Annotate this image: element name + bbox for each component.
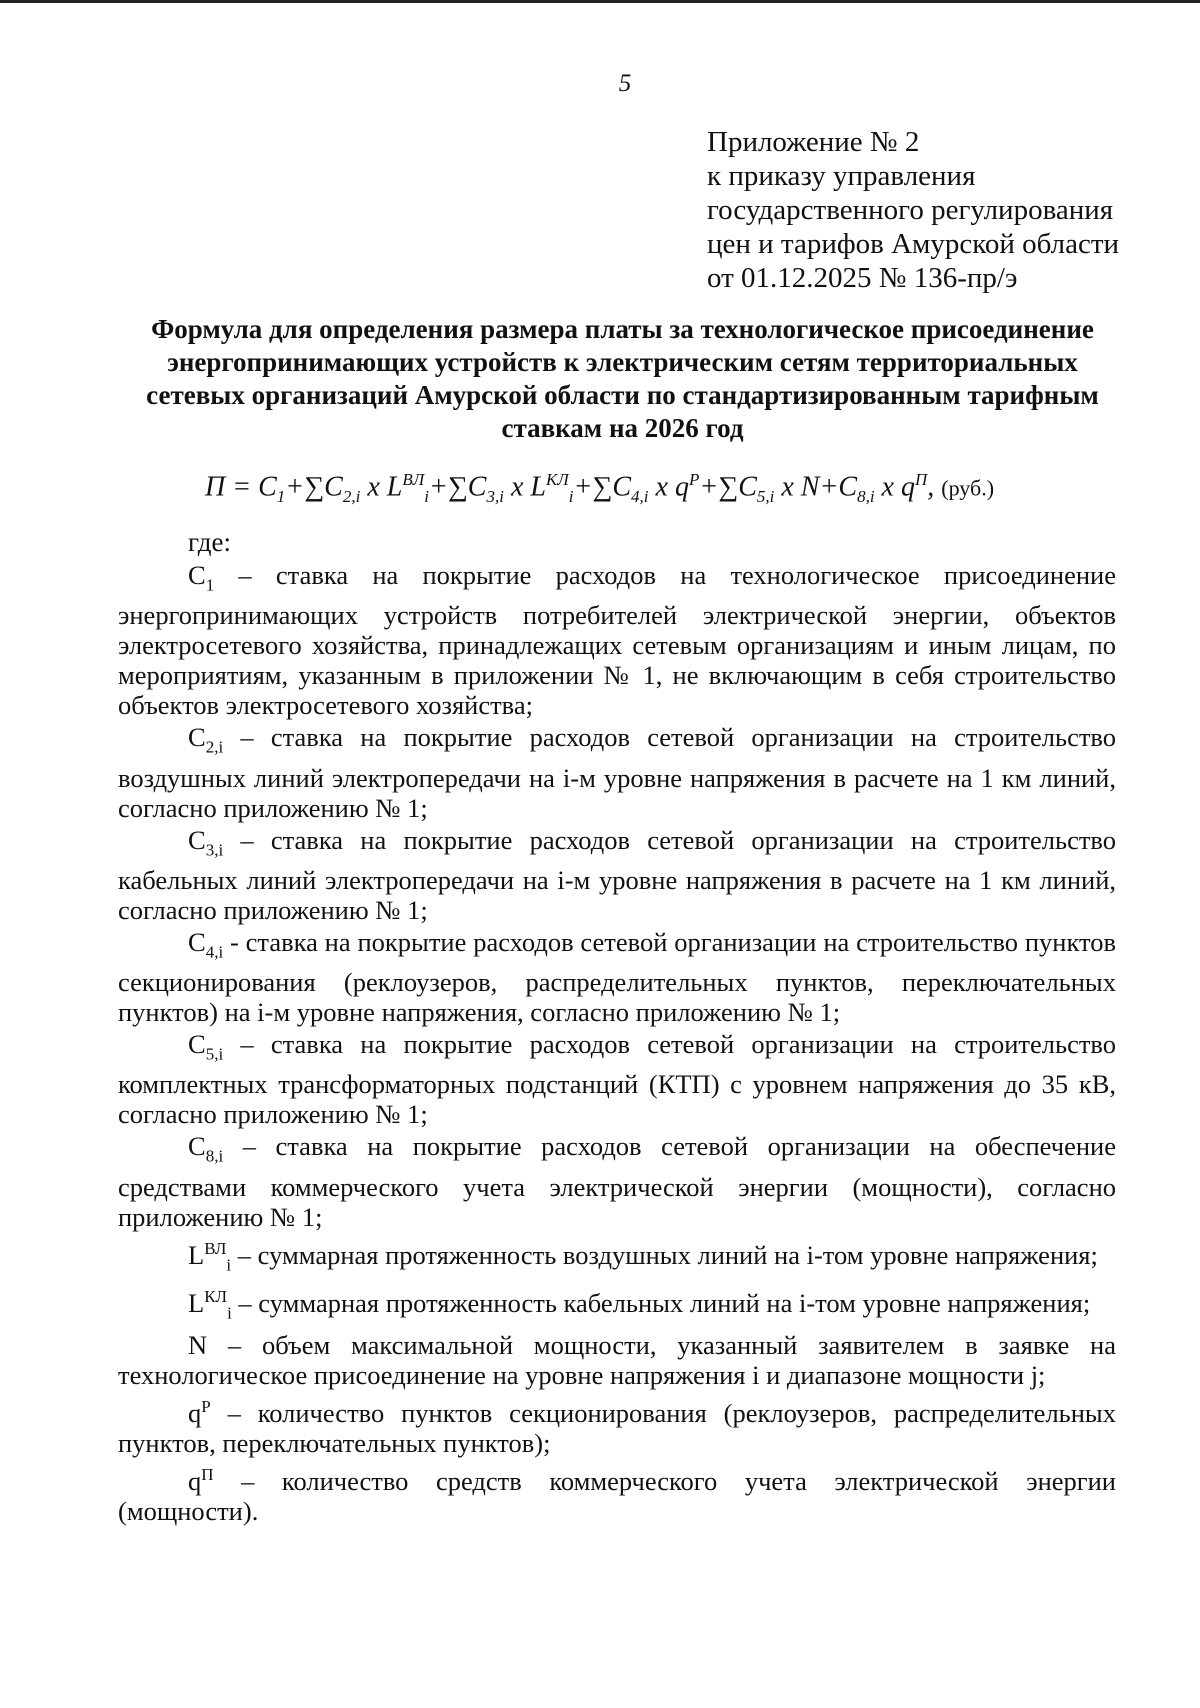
definition-symbol: $C_1$ (188, 560, 215, 595)
definition-symbol: $C_{3,i}$ (188, 824, 224, 859)
definition-symbol: $C_{4,i}$ (188, 926, 224, 962)
definition-item (118, 1282, 1116, 1328)
definition-symbol: $C_{5,i}$ (188, 1029, 224, 1064)
definition-text: – ставка на покрытие расходов сетевой организации на строительство комплектных трансформаторных подстанций (КТП) с уровнем напряжения до 35 кВ, согласно приложению № 1; (118, 1029, 1116, 1130)
definition-symbol: $C_{2,i}$ (188, 722, 224, 757)
appendix-line: от 01.12.2025 № 136-пр/э (707, 262, 1018, 294)
definition-text: – ставка на покрытие расходов сетевой организации на обеспечение средствами коммерческого учета электрической энергии (мощности), согласно приложению № 1; (118, 1131, 1116, 1232)
definition-item (118, 560, 1116, 720)
definition-text: – объем максимальной мощности, указанный заявителем в заявке на технологическое присоединение на уровне напряжения i и диапазоне мощности j; (118, 1330, 1116, 1391)
definition-symbol: $q^П$ (188, 1464, 214, 1496)
definition-symbol: $L^{ВЛ}_i$ (188, 1238, 232, 1274)
definition-text: - ставка на покрытие расходов сетевой организации на строительство пунктов секционирования (реклоузеров, распределительных пунктов, переключательных пунктов) на i-м уровне напряжения, согласно приложению № 1; (118, 926, 1116, 1028)
definition-symbol: $L^{КЛ}_i$ (188, 1286, 232, 1323)
fee-formula: $П = C_1+\sum C_{2,i}$ x $L^{ВЛ}_i+\sum C_{3,i}$ x $L^{КЛ}_i+\sum C_{4,i}$ x $q^P+\sum C_{5,i}$ x $N+C_{8,i}$ x $q^П$, (руб.) (205, 470, 995, 506)
definition-text: – ставка на покрытие расходов на технологическое присоединение энергопринимающих устройств потребителей электрической энергии, объектов электросетевого хозяйства, принадлежащих сетевым организациям и иным лицам, по мероприятиям, указанным в приложении № 1, не включающим в себя строительство объектов электросетевого хозяйства; (118, 560, 1116, 721)
definition-text: – суммарная протяженность кабельных линий на i-том уровне напряжения; (231, 1287, 1091, 1318)
definition-symbol: N (188, 1330, 208, 1361)
definition-item (118, 1392, 1116, 1458)
appendix-header (707, 125, 1119, 295)
definitions-list (118, 560, 1116, 1528)
definition-text: – ставка на покрытие расходов сетевой организации на строительство воздушных линий электропередачи на i-м уровне напряжения в расчете на 1 км линий, согласно приложению № 1; (118, 722, 1116, 823)
definition-symbol: $C_{8,i}$ (188, 1131, 224, 1166)
definition-symbol: $q^Р$ (188, 1397, 211, 1428)
definition-text: – количество пунктов секционирования (реклоузеров, распределительных пунктов, переключательных пунктов); (118, 1397, 1116, 1458)
document-title: Формула для определения размера платы за технологическое присоединение энергопринимающих устройств к электрическим сетям территориальных сетевых организаций Амурской области по стандартизированным тарифным ставкам на 2026 год (146, 314, 1099, 443)
definition-text: – суммарная протяженность воздушных линий на i-том уровне напряжения; (231, 1239, 1098, 1270)
scan-edge (0, 0, 1200, 3)
definition-item (118, 1131, 1116, 1231)
where-label: где: (188, 527, 231, 557)
appendix-line: Приложение № 2 (707, 126, 920, 158)
definition-text: – ставка на покрытие расходов сетевой организации на строительство кабельных линий электропередачи на i-м уровне напряжения в расчете на 1 км линий, согласно приложению № 1; (118, 824, 1116, 925)
definition-item (118, 1234, 1116, 1280)
definition-text: – количество средств коммерческого учета электрической энергии (мощности). (118, 1465, 1116, 1526)
definition-item (118, 1460, 1116, 1526)
definition-item (118, 1330, 1116, 1390)
definition-item (118, 825, 1116, 925)
appendix-line: к приказу управления (707, 160, 976, 192)
definition-item (118, 927, 1116, 1027)
definition-item (118, 1029, 1116, 1129)
appendix-line: государственного регулирования (707, 194, 1114, 226)
definition-item (118, 722, 1116, 822)
appendix-line: цен и тарифов Амурской области (707, 228, 1120, 260)
formula-unit: (руб.) (941, 475, 995, 501)
page-number: 5 (618, 70, 632, 97)
